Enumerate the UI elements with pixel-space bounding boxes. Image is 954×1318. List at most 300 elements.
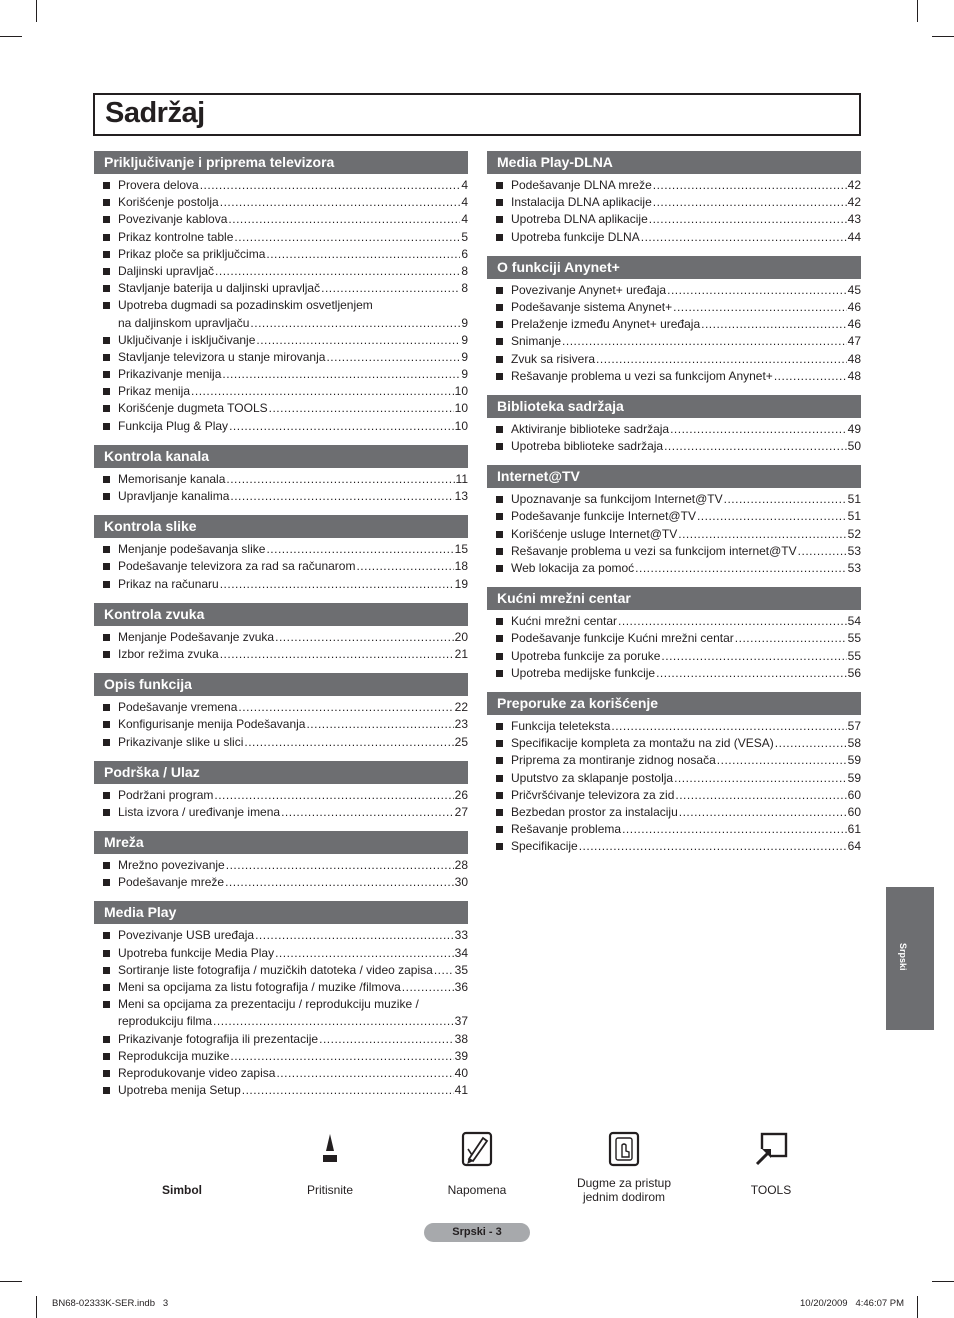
bullet-square xyxy=(496,513,503,520)
legend-tools-label: TOOLS xyxy=(750,1183,792,1197)
dot-leader xyxy=(579,838,847,855)
bullet-square xyxy=(103,234,110,241)
toc-entry[interactable] xyxy=(103,996,468,1030)
toc-entry[interactable] xyxy=(103,945,468,962)
toc-entry[interactable] xyxy=(496,613,861,630)
toc-entry[interactable] xyxy=(496,630,861,647)
bullet-square xyxy=(496,199,503,206)
crop-mark xyxy=(932,1281,954,1282)
dot-leader xyxy=(266,246,460,263)
toc-entry[interactable] xyxy=(103,1048,468,1065)
entry-title: Upotreba medijske funkcije xyxy=(511,665,656,680)
entry-title: Prikaz kontrolne table xyxy=(118,229,234,244)
bullet-square xyxy=(103,285,110,292)
toc-entry[interactable] xyxy=(496,351,861,368)
toc-entry[interactable] xyxy=(103,874,468,891)
toc-entry[interactable] xyxy=(103,927,468,944)
bullet-square xyxy=(496,443,503,450)
bullet-square xyxy=(103,932,110,939)
entry-page-number: 11 xyxy=(455,471,468,486)
dot-leader xyxy=(674,770,847,787)
entry-title: Pričvršćivanje televizora za zid xyxy=(511,787,675,802)
toc-entry[interactable] xyxy=(103,418,468,435)
toc-list xyxy=(487,613,861,682)
entry-title: Upotreba funkcije za poruke xyxy=(511,648,661,663)
toc-entry[interactable] xyxy=(103,857,468,874)
bullet-square xyxy=(103,1087,110,1094)
toc-entry[interactable] xyxy=(103,263,468,280)
toc-section xyxy=(487,587,861,682)
entry-page-number: 59 xyxy=(847,770,861,785)
toc-column-left xyxy=(94,151,468,1109)
entry-page-number: 60 xyxy=(847,787,861,802)
entry-title: Upotreba dugmadi sa pozadinskim osvetljenjem xyxy=(118,298,373,313)
toc-entry[interactable] xyxy=(103,297,468,331)
toc-entry[interactable] xyxy=(496,229,861,246)
toc-section xyxy=(487,395,861,455)
dot-leader xyxy=(697,508,847,525)
toc-list xyxy=(94,927,468,1099)
toc-entry[interactable] xyxy=(496,177,861,194)
toc-section xyxy=(94,515,468,593)
entry-title: Stavljanje televizora u stanje mirovanja xyxy=(118,349,326,364)
dot-leader xyxy=(664,438,847,455)
bullet-square xyxy=(496,216,503,223)
dot-leader xyxy=(230,1048,453,1065)
legend-symbol-label: Simbol xyxy=(161,1183,202,1197)
entry-title: Korišćenje usluge Internet@TV xyxy=(511,526,678,541)
toc-entry[interactable] xyxy=(103,1031,468,1048)
entry-page-number: 21 xyxy=(454,646,468,661)
toc-column-right xyxy=(487,151,861,865)
crop-mark xyxy=(0,36,22,37)
dot-leader xyxy=(562,333,847,350)
toc-entry[interactable] xyxy=(496,770,861,787)
dot-leader xyxy=(673,299,847,316)
dot-leader xyxy=(653,177,847,194)
entry-title: Prikaz na računaru xyxy=(118,576,219,591)
bullet-square xyxy=(103,476,110,483)
crop-mark xyxy=(932,36,954,37)
toc-entry[interactable] xyxy=(103,804,468,821)
dot-leader xyxy=(275,945,454,962)
entry-page-number: 41 xyxy=(454,1083,468,1098)
entry-title: Web lokacija za pomoć xyxy=(511,561,635,575)
toc-list xyxy=(487,421,861,455)
dot-leader xyxy=(675,787,846,804)
entry-page-number: 51 xyxy=(847,492,861,507)
bullet-square xyxy=(103,405,110,412)
toc-entry[interactable] xyxy=(103,400,468,417)
dot-leader xyxy=(774,368,847,385)
entry-page-number: 18 xyxy=(454,559,468,574)
bullet-square xyxy=(496,792,503,799)
dot-leader xyxy=(622,821,847,838)
dot-leader xyxy=(214,787,453,804)
bullet-square xyxy=(103,879,110,886)
entry-page-number: 10 xyxy=(454,401,468,416)
toc-entry[interactable] xyxy=(496,543,861,560)
entry-page-number: 37 xyxy=(454,1014,468,1029)
dot-leader xyxy=(234,229,460,246)
note-icon xyxy=(461,1131,493,1172)
entry-title: Prikaz menija xyxy=(118,384,191,399)
dot-leader xyxy=(678,526,846,543)
bullet-square xyxy=(103,721,110,728)
toc-entry[interactable] xyxy=(103,716,468,733)
print-file-info: BN68-02333K-SER.indb 3 xyxy=(52,1298,169,1309)
dot-leader xyxy=(717,752,847,769)
entry-title: Podešavanje televizora za rad sa računarom xyxy=(118,559,356,574)
entry-page-number: 39 xyxy=(454,1048,468,1063)
entry-page-number: 49 xyxy=(847,421,861,436)
entry-page-number: 56 xyxy=(847,665,861,680)
entry-page-number: 33 xyxy=(454,928,468,943)
symbol-legend xyxy=(108,1130,848,1210)
section-heading: Biblioteka sadržaja xyxy=(487,395,861,418)
bullet-square xyxy=(103,302,110,309)
bullet-square xyxy=(103,388,110,395)
toc-section xyxy=(487,692,861,856)
entry-page-number: 55 xyxy=(847,631,861,646)
toc-entry[interactable] xyxy=(496,648,861,665)
bullet-square xyxy=(103,371,110,378)
dot-leader xyxy=(220,646,454,663)
dot-leader xyxy=(266,541,453,558)
entry-page-number: 15 xyxy=(454,542,468,557)
page-number-badge: Srpski - 3 xyxy=(424,1223,530,1242)
entry-page-number: 54 xyxy=(847,614,861,629)
toc-entry[interactable] xyxy=(496,438,861,455)
entry-title: Prikazivanje menija xyxy=(118,367,222,382)
entry-page-number: 13 xyxy=(454,489,468,504)
entry-page-number: 53 xyxy=(847,561,861,575)
entry-title: Meni sa opcijama za prezentaciju / reprodukciju muzike / xyxy=(118,997,419,1012)
dot-leader xyxy=(798,543,847,560)
entry-title: Podržani program xyxy=(118,787,214,802)
entry-page-number: 58 xyxy=(847,736,861,751)
entry-page-number: 59 xyxy=(847,753,861,768)
bullet-square xyxy=(103,739,110,746)
entry-title: Specifikacije xyxy=(511,839,578,854)
toc-entry[interactable] xyxy=(496,665,861,682)
toc-entry[interactable] xyxy=(103,576,468,593)
bullet-square xyxy=(496,809,503,816)
entry-title: Upotreba funkcije Media Play xyxy=(118,945,275,960)
toc-entry[interactable] xyxy=(496,333,861,350)
entry-title: Menjanje podešavanja slike xyxy=(118,542,266,557)
entry-title: Daljinski upravljač xyxy=(118,263,215,278)
toc-section xyxy=(94,445,468,505)
entry-title: Sortiranje liste fotografija / muzičkih datoteka / video zapisa xyxy=(118,962,433,977)
bullet-square xyxy=(496,304,503,311)
dot-leader xyxy=(220,576,454,593)
toc-entry[interactable] xyxy=(103,488,468,505)
crop-mark xyxy=(36,0,37,22)
entry-page-number: 20 xyxy=(454,629,468,644)
dot-leader xyxy=(402,979,454,996)
toc-entry[interactable] xyxy=(496,804,861,821)
bullet-square xyxy=(496,565,503,572)
dot-leader xyxy=(215,263,460,280)
entry-title: Prikazivanje slike u slici xyxy=(118,734,244,749)
entry-title: Snimanje xyxy=(511,334,562,349)
toc-entry[interactable] xyxy=(103,280,468,297)
dot-leader xyxy=(220,194,461,211)
entry-page-number: 46 xyxy=(847,299,861,314)
toc-entry[interactable] xyxy=(496,194,861,211)
toc-entry[interactable] xyxy=(103,558,468,575)
dot-leader xyxy=(255,927,454,944)
bullet-square xyxy=(103,1001,110,1008)
entry-page-number: 45 xyxy=(847,282,861,297)
dot-leader xyxy=(434,962,454,979)
toc-list xyxy=(487,177,861,246)
toc-entry[interactable] xyxy=(103,349,468,366)
bullet-square xyxy=(496,670,503,677)
entry-page-number: 61 xyxy=(847,822,861,837)
entry-title: Instalacija DLNA aplikacije xyxy=(511,195,652,210)
toc-list xyxy=(94,471,468,505)
dot-leader xyxy=(670,421,847,438)
entry-page-number: 47 xyxy=(847,334,861,349)
dot-leader xyxy=(228,211,460,228)
toc-entry[interactable] xyxy=(103,962,468,979)
toc-entry[interactable] xyxy=(103,246,468,263)
dot-leader xyxy=(256,332,460,349)
bullet-square xyxy=(103,337,110,344)
toc-entry[interactable] xyxy=(496,560,861,577)
toc-entry[interactable] xyxy=(496,838,861,855)
entry-page-number: 19 xyxy=(454,576,468,591)
toc-entry[interactable] xyxy=(496,526,861,543)
bullet-square xyxy=(103,862,110,869)
crop-mark xyxy=(917,1296,918,1318)
toc-section xyxy=(487,151,861,246)
dot-leader xyxy=(238,699,453,716)
bullet-square xyxy=(103,1070,110,1077)
section-heading: Priključivanje i priprema televizora xyxy=(94,151,468,174)
toc-entry[interactable] xyxy=(103,787,468,804)
bullet-square xyxy=(496,775,503,782)
toc-entry[interactable] xyxy=(496,718,861,735)
dot-leader xyxy=(229,418,454,435)
bullet-square xyxy=(103,581,110,588)
toc-entry[interactable] xyxy=(103,699,468,716)
page-title: Sadržaj xyxy=(105,97,205,129)
toc-entry[interactable] xyxy=(103,646,468,663)
dot-leader xyxy=(611,718,846,735)
entry-title: Specifikacije kompleta za montažu na zid (VESA) xyxy=(511,736,774,751)
legend-one-touch-line-2: jednim dodirom xyxy=(582,1190,666,1204)
section-heading: Podrška / Ulaz xyxy=(94,761,468,784)
toc-entry[interactable] xyxy=(496,368,861,385)
entry-page-number: 28 xyxy=(454,858,468,873)
toc-section xyxy=(94,603,468,663)
bullet-square xyxy=(496,635,503,642)
toc-list xyxy=(94,541,468,593)
dot-leader xyxy=(653,194,847,211)
entry-title: Podešavanje DLNA mreže xyxy=(511,178,652,192)
toc-entry[interactable] xyxy=(103,734,468,751)
bullet-square xyxy=(103,199,110,206)
entry-title: Aktiviranje biblioteke sadržaja xyxy=(511,421,670,436)
language-side-tab xyxy=(886,887,934,1030)
bullet-square xyxy=(496,356,503,363)
dot-leader xyxy=(356,558,453,575)
toc-entry[interactable] xyxy=(103,471,468,488)
section-heading: Preporuke za korišćenje xyxy=(487,692,861,715)
entry-page-number: 42 xyxy=(847,195,861,210)
toc-entry[interactable] xyxy=(496,211,861,228)
toc-entry[interactable] xyxy=(496,421,861,438)
bullet-square xyxy=(103,651,110,658)
toc-entry[interactable] xyxy=(103,1082,468,1099)
entry-page-number: 10 xyxy=(454,384,468,399)
toc-entry[interactable] xyxy=(103,629,468,646)
entry-page-number: 46 xyxy=(847,317,861,332)
bullet-square xyxy=(496,757,503,764)
dot-leader xyxy=(667,282,847,299)
toc-entry[interactable] xyxy=(103,366,468,383)
entry-title: Rešavanje problema u vezi sa funkcijom Anynet+ xyxy=(511,368,773,383)
legend-press-label: Pritisnite xyxy=(306,1183,353,1197)
dot-leader xyxy=(250,315,460,332)
entry-title: Upravljanje kanalima xyxy=(118,489,230,504)
toc-entry[interactable] xyxy=(496,735,861,752)
bullet-square xyxy=(103,1053,110,1060)
toc-entry[interactable] xyxy=(103,194,468,211)
dot-leader xyxy=(321,280,460,297)
bullet-square xyxy=(103,216,110,223)
toc-entry[interactable] xyxy=(103,229,468,246)
entry-line xyxy=(118,1013,468,1030)
toc-section xyxy=(487,465,861,577)
entry-page-number: 57 xyxy=(847,718,861,733)
bullet-square xyxy=(496,182,503,189)
crop-mark xyxy=(36,1296,37,1318)
entry-title-continued: na daljinskom upravljaču xyxy=(118,315,250,330)
entry-page-number: 4 xyxy=(461,195,468,210)
entry-page-number: 9 xyxy=(461,367,468,382)
bullet-square xyxy=(103,634,110,641)
entry-title: Uključivanje i isključivanje xyxy=(118,332,256,347)
section-heading: Kućni mrežni centar xyxy=(487,587,861,610)
toc-list xyxy=(94,177,468,435)
toc-entry[interactable] xyxy=(496,282,861,299)
entry-title: Konfigurisanje menija Podešavanja xyxy=(118,717,306,732)
entry-title: Upotreba biblioteke sadržaja xyxy=(511,439,664,454)
section-heading: Opis funkcija xyxy=(94,673,468,696)
dot-leader xyxy=(226,857,454,874)
print-datetime: 10/20/2009 4:46:07 PM xyxy=(800,1298,905,1309)
toc-entry[interactable] xyxy=(496,508,861,525)
entry-title: Upotreba menija Setup xyxy=(118,1083,241,1098)
entry-page-number: 8 xyxy=(461,281,468,296)
bullet-square xyxy=(496,321,503,328)
toc-entry[interactable] xyxy=(496,821,861,838)
bullet-square xyxy=(103,251,110,258)
bullet-square xyxy=(496,373,503,380)
entry-title-continued: reprodukciju filma xyxy=(118,1014,213,1029)
entry-title: Menjanje Podešavanje zvuka xyxy=(118,629,275,644)
entry-title: Podešavanje funkcije Kućni mrežni centar xyxy=(511,631,734,646)
entry-line xyxy=(118,315,468,332)
entry-page-number: 35 xyxy=(454,962,468,977)
dot-leader xyxy=(226,471,454,488)
entry-page-number: 34 xyxy=(454,945,468,960)
toc-entry[interactable] xyxy=(496,787,861,804)
toc-entry[interactable] xyxy=(103,979,468,996)
press-icon xyxy=(320,1134,340,1169)
toc-entry[interactable] xyxy=(103,211,468,228)
bullet-square xyxy=(103,809,110,816)
dot-leader xyxy=(326,349,460,366)
toc-entry[interactable] xyxy=(103,177,468,194)
entry-page-number: 8 xyxy=(461,263,468,278)
toc-list xyxy=(94,699,468,751)
entry-line xyxy=(118,996,468,1013)
legend-one-touch-line-1: Dugme za pristup xyxy=(576,1176,672,1190)
entry-page-number: 53 xyxy=(847,543,861,558)
entry-page-number: 9 xyxy=(461,332,468,347)
toc-list xyxy=(487,491,861,577)
one-touch-button-icon xyxy=(608,1131,640,1172)
entry-title: Podešavanje funkcije Internet@TV xyxy=(511,509,696,524)
bullet-square xyxy=(103,546,110,553)
dot-leader xyxy=(735,630,847,647)
toc-entry[interactable] xyxy=(496,491,861,508)
toc-section xyxy=(94,151,468,435)
entry-page-number: 26 xyxy=(454,787,468,802)
entry-title: Prikazivanje fotografija ili prezentacije xyxy=(118,1031,319,1046)
entry-title: Stavljanje baterija u daljinski upravljač xyxy=(118,281,321,296)
tools-icon xyxy=(753,1131,789,1172)
entry-title: Korišćenje postolja xyxy=(118,195,219,210)
toc-entry[interactable] xyxy=(103,541,468,558)
entry-title: Rešavanje problema xyxy=(511,822,622,837)
dot-leader xyxy=(596,351,847,368)
bullet-square xyxy=(496,426,503,433)
bullet-square xyxy=(496,548,503,555)
dot-leader xyxy=(225,874,454,891)
toc-entry[interactable] xyxy=(496,752,861,769)
bullet-square xyxy=(496,826,503,833)
entry-page-number: 51 xyxy=(847,509,861,524)
dot-leader xyxy=(618,613,847,630)
bullet-square xyxy=(496,618,503,625)
toc-entry[interactable] xyxy=(496,299,861,316)
bullet-square xyxy=(103,423,110,430)
entry-title: Upotreba DLNA aplikacije xyxy=(511,212,648,227)
dot-leader xyxy=(775,735,847,752)
toc-list xyxy=(94,787,468,821)
entry-title: Podešavanje vremena xyxy=(118,700,238,715)
section-heading: O funkciji Anynet+ xyxy=(487,256,861,279)
entry-title: Kućni mrežni centar xyxy=(511,614,618,629)
section-heading: Kontrola zvuka xyxy=(94,603,468,626)
toc-entry[interactable] xyxy=(103,332,468,349)
entry-title: Mrežno povezivanje xyxy=(118,858,225,873)
dot-leader xyxy=(649,211,847,228)
bullet-square xyxy=(103,354,110,361)
bullet-square xyxy=(103,493,110,500)
entry-page-number: 44 xyxy=(847,229,861,244)
entry-title: Priprema za montiranje zidnog nosača xyxy=(511,753,716,768)
toc-entry[interactable] xyxy=(103,383,468,400)
toc-entry[interactable] xyxy=(496,316,861,333)
toc-entry[interactable] xyxy=(103,1065,468,1082)
